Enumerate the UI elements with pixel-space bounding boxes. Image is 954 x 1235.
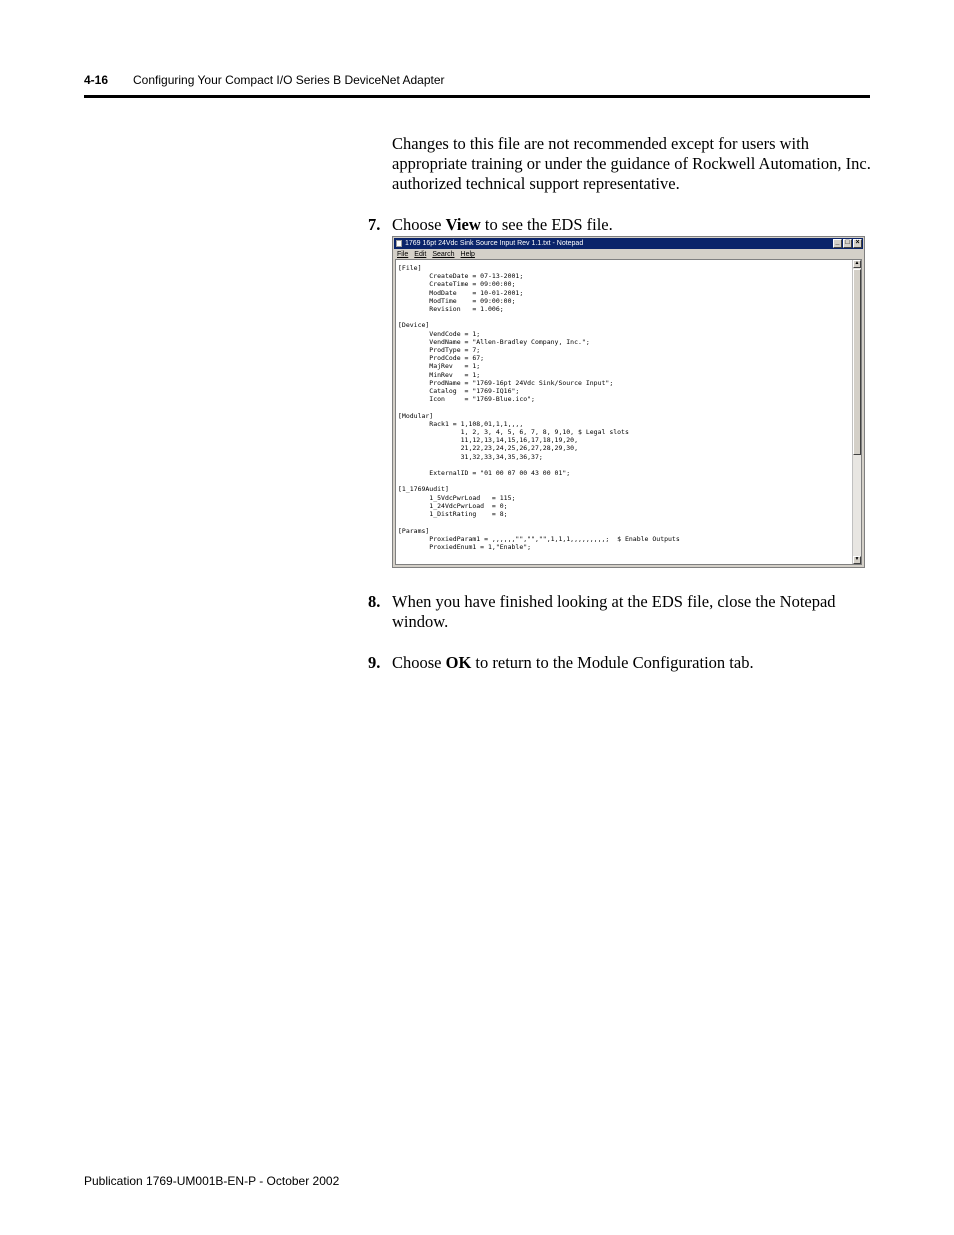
intro-paragraph: Changes to this file are not recommended except for users with appropriate training or under the guidance of Rockwell Automation, Inc. authorized technical support representative. (392, 134, 871, 193)
notepad-title-bar[interactable] (394, 238, 863, 249)
menu-help[interactable]: Help (460, 251, 475, 258)
step-9-bold: OK (445, 653, 472, 672)
step-7-number: 7. (368, 215, 381, 234)
step-8-text (392, 592, 870, 632)
publication-footer: Publication 1769-UM001B-EN-P - October 2002 (84, 1174, 340, 1188)
step-9-post: to return to the Module Configuration tab. (471, 653, 754, 672)
menu-edit[interactable]: Edit (414, 251, 427, 258)
step-7-pre: Choose (392, 215, 446, 234)
menu-file[interactable]: File (397, 251, 409, 258)
notepad-edit-area[interactable] (395, 259, 862, 565)
step-8-number: 8. (368, 592, 381, 611)
step-7-text (392, 215, 870, 235)
page-number: 4-16 (84, 73, 109, 87)
scroll-thumb[interactable] (853, 269, 861, 455)
running-header-title: Configuring Your Compact I/O Series B DeviceNet Adapter (133, 73, 445, 87)
window-controls (832, 239, 862, 248)
eds-file-content[interactable]: [File] CreateDate = 07-13-2001; CreateTime = 09:00:00; ModDate = 10-01-2001; ModTime = 09:00:00; Revision = 1.006; [Device] VendCode = 1; VendName = "Allen-Bradley Company, Inc."; ProdType = 7; ProdCode = 67; MajRev = 1; MinRev = 1; ProdName = "1769-16pt 24Vdc Sink/Source Input"; Catalog = "1769-IQ16"; Icon = "1769-Blue.ico"; [Modular] Rack1 = 1,108,01,1,1,,,, 1, 2, 3, 4, 5, 6, 7, 8, 9,10, $ Legal slots 11,12,13,14,15,16,17,18,19,20, 21,22,23,24,25,26,27,28,29,30, 31,32,33,34,35,36,37; ExternalID = "01 00 07 00 43 00 01"; [1_1769Audit] 1_5VdcPwrLoad = 115; 1_24VdcPwrLoad = 0; 1_DistRating = 8; [Params] ProxiedParam1 = ,,,,,,"","","",1,1,1,,,,,,,,,; $ Enable Outputs ProxiedEnum1 = 1,"Enable"; (398, 264, 680, 551)
step-7-bold: View (445, 215, 481, 234)
close-icon[interactable]: × (853, 239, 862, 248)
menu-search[interactable]: Search (432, 251, 455, 258)
header-rule (84, 95, 870, 98)
step-9-pre: Choose (392, 653, 446, 672)
step-9-number: 9. (368, 653, 381, 672)
step-9-text (392, 653, 870, 673)
notepad-window-title: 1769 16pt 24Vdc Sink Source Input Rev 1.1.txt - Notepad (405, 240, 584, 247)
maximize-icon[interactable]: □ (843, 239, 852, 248)
scroll-down-icon[interactable]: ▼ (854, 557, 860, 562)
notepad-app-icon (396, 240, 402, 247)
scroll-up-icon[interactable]: ▲ (854, 261, 860, 266)
vertical-scrollbar[interactable] (852, 260, 861, 564)
minimize-icon[interactable]: _ (833, 239, 842, 248)
step-7-post: to see the EDS file. (480, 215, 613, 234)
notepad-menu-bar (397, 250, 481, 259)
step-8-pre: When you have finished looking at the EDS file, close the Notepad window. (392, 592, 836, 631)
notepad-window (392, 236, 865, 568)
